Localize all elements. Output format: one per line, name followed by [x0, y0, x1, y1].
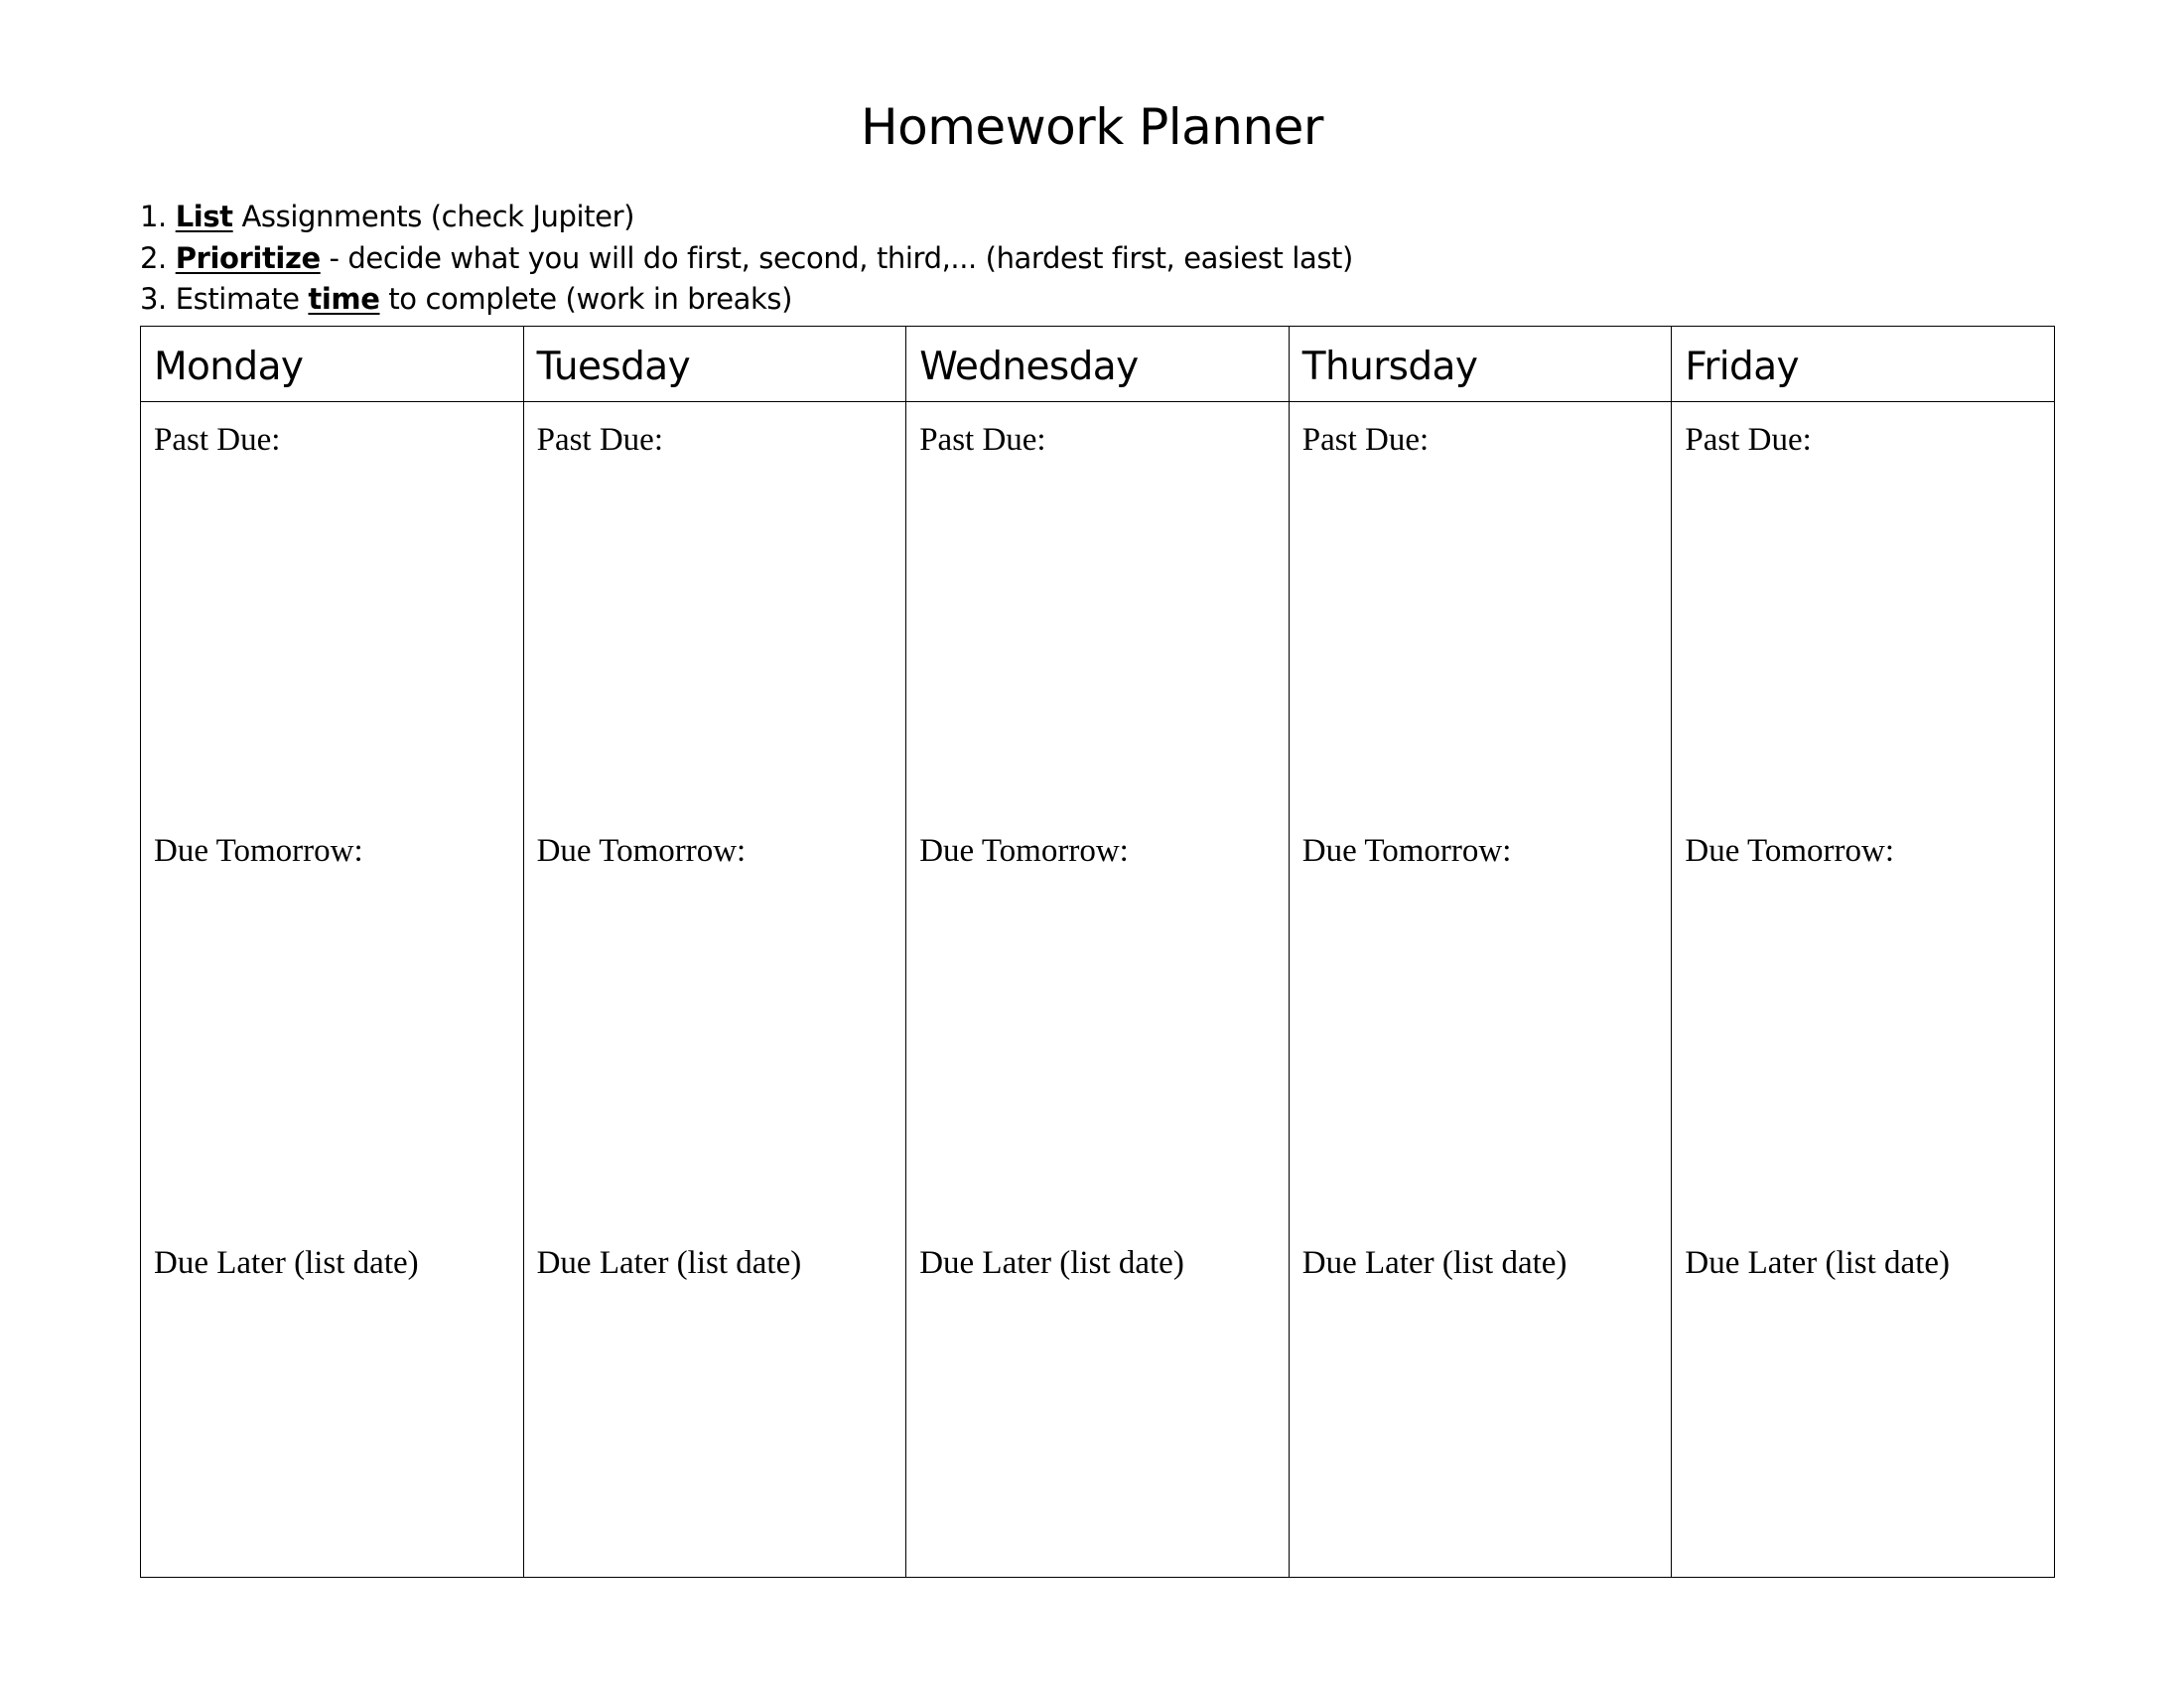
- instruction-item: [140, 197, 1353, 238]
- due-tomorrow-writing-area[interactable]: [1672, 873, 2054, 1240]
- due-later-label: Due Later (list date): [154, 1245, 419, 1281]
- instruction-text: to complete (work in breaks): [379, 282, 793, 316]
- day-header-row: [141, 327, 2055, 402]
- past-due-label: Past Due:: [536, 422, 664, 458]
- due-later-label: Due Later (list date): [1301, 1245, 1568, 1281]
- instruction-item: [140, 238, 1353, 280]
- past-due-writing-area[interactable]: [906, 462, 1289, 829]
- due-later-label: Due Later (list date): [536, 1245, 802, 1281]
- due-tomorrow-writing-area[interactable]: [141, 873, 523, 1240]
- day-header-tuesday: Tuesday: [523, 327, 906, 402]
- day-column-wednesday: [906, 402, 1290, 1578]
- day-column-monday: [141, 402, 524, 1578]
- due-later-label: Due Later (list date): [1685, 1245, 1951, 1281]
- instruction-number: 2.: [140, 240, 167, 275]
- past-due-label: Past Due:: [154, 422, 281, 458]
- page-title: Homework Planner: [861, 98, 1323, 156]
- past-due-writing-area[interactable]: [1290, 462, 1672, 829]
- instruction-number: 3.: [140, 282, 167, 316]
- past-due-writing-area[interactable]: [1672, 462, 2054, 829]
- instruction-keyword: time: [308, 282, 380, 316]
- due-tomorrow-writing-area[interactable]: [906, 873, 1289, 1240]
- due-later-writing-area[interactable]: [141, 1285, 523, 1573]
- due-later-label: Due Later (list date): [919, 1245, 1184, 1281]
- day-body-row: [141, 402, 2055, 1578]
- past-due-label: Past Due:: [1301, 422, 1430, 458]
- instruction-keyword: List: [175, 200, 233, 233]
- instruction-text: - decide what you will do first, second, third,... (hardest first, easiest last): [320, 240, 1353, 275]
- due-tomorrow-label: Due Tomorrow:: [154, 833, 363, 869]
- instruction-text: Estimate: [175, 282, 309, 316]
- day-header-monday: Monday: [141, 327, 524, 402]
- past-due-label: Past Due:: [1685, 422, 1812, 458]
- weekly-planner-table: [140, 326, 2055, 1578]
- instructions-list: [140, 197, 1353, 321]
- instruction-number: 1.: [140, 200, 167, 233]
- instruction-item: [140, 279, 1353, 321]
- due-tomorrow-label: Due Tomorrow:: [1685, 833, 1895, 869]
- day-header-wednesday: Wednesday: [906, 327, 1290, 402]
- due-later-writing-area[interactable]: [1672, 1285, 2054, 1573]
- day-column-friday: [1672, 402, 2055, 1578]
- due-tomorrow-writing-area[interactable]: [1290, 873, 1672, 1240]
- day-column-thursday: [1289, 402, 1672, 1578]
- past-due-label: Past Due:: [919, 422, 1046, 458]
- past-due-writing-area[interactable]: [524, 462, 906, 829]
- instruction-text: Assignments (check Jupiter): [232, 200, 635, 233]
- due-later-writing-area[interactable]: [906, 1285, 1289, 1573]
- due-later-writing-area[interactable]: [1290, 1285, 1672, 1573]
- day-header-thursday: Thursday: [1289, 327, 1672, 402]
- past-due-writing-area[interactable]: [141, 462, 523, 829]
- due-later-writing-area[interactable]: [524, 1285, 906, 1573]
- due-tomorrow-label: Due Tomorrow:: [1301, 833, 1512, 869]
- instruction-keyword: Prioritize: [175, 240, 321, 275]
- due-tomorrow-label: Due Tomorrow:: [919, 833, 1129, 869]
- day-column-tuesday: [523, 402, 906, 1578]
- due-tomorrow-label: Due Tomorrow:: [536, 833, 747, 869]
- day-header-friday: Friday: [1672, 327, 2055, 402]
- due-tomorrow-writing-area[interactable]: [524, 873, 906, 1240]
